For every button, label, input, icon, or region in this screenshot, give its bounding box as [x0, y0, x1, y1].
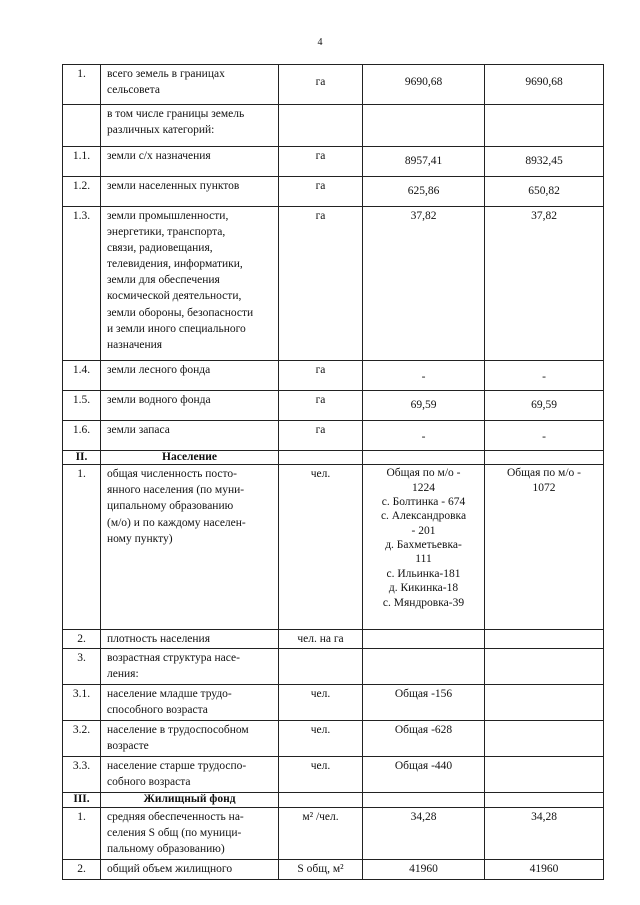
value-col-1: Общая -628: [363, 721, 485, 757]
section-header-row: [63, 793, 604, 807]
row-number: 3.3.: [63, 757, 101, 793]
table-row: [63, 421, 604, 451]
row-label: возрастная структура насе- ления:: [101, 649, 279, 685]
value-col-1: [363, 630, 485, 649]
value-col-2: [485, 685, 604, 721]
row-unit: чел.: [279, 465, 363, 630]
row-number: 1.4.: [63, 361, 101, 391]
row-number: 1.1.: [63, 147, 101, 177]
row-number: 1.5.: [63, 391, 101, 421]
value-col-2: 8932,45: [485, 147, 604, 177]
row-label: всего земель в границах сельсовета: [101, 65, 279, 105]
value-col-2: [485, 630, 604, 649]
land-population-housing-table: [62, 64, 604, 880]
table-row: [63, 630, 604, 649]
row-unit: га: [279, 65, 363, 105]
value-col-2: -: [485, 421, 604, 451]
value-col-1: -: [363, 361, 485, 391]
row-unit: S общ, м²: [279, 859, 363, 879]
value-col-2: -: [485, 361, 604, 391]
row-number: 1.: [63, 807, 101, 859]
value-col-1: Общая -156: [363, 685, 485, 721]
row-unit: га: [279, 421, 363, 451]
row-number: 1.6.: [63, 421, 101, 451]
row-number: 3.1.: [63, 685, 101, 721]
value-col-1: 41960: [363, 859, 485, 879]
empty-cell: [485, 451, 604, 465]
row-label: общий объем жилищного: [101, 859, 279, 879]
row-label: земли населенных пунктов: [101, 177, 279, 207]
row-label: население в трудоспособном возрасте: [101, 721, 279, 757]
value-col-2: Общая по м/о - 1072: [485, 465, 604, 630]
table-row: [63, 177, 604, 207]
row-label: средняя обеспеченность на- селения S общ (по муници- пальному образованию): [101, 807, 279, 859]
row-unit: чел.: [279, 685, 363, 721]
value-col-2: 37,82: [485, 207, 604, 361]
section-number: III.: [63, 793, 101, 807]
row-unit: га: [279, 361, 363, 391]
row-number: [63, 105, 101, 147]
row-number: 1.: [63, 65, 101, 105]
row-label: плотность населения: [101, 630, 279, 649]
row-unit: га: [279, 207, 363, 361]
value-col-2: 69,59: [485, 391, 604, 421]
row-unit: чел.: [279, 721, 363, 757]
row-unit: чел. на га: [279, 630, 363, 649]
table-row: [63, 859, 604, 879]
table-row: [63, 207, 604, 361]
table-row: [63, 649, 604, 685]
row-number: 1.: [63, 465, 101, 630]
value-col-1: 69,59: [363, 391, 485, 421]
value-col-2: 41960: [485, 859, 604, 879]
empty-cell: [279, 793, 363, 807]
table-row: [63, 361, 604, 391]
value-col-2: 34,28: [485, 807, 604, 859]
empty-cell: [363, 451, 485, 465]
row-label: земли с/х назначения: [101, 147, 279, 177]
table-row: [63, 465, 604, 630]
empty-cell: [485, 793, 604, 807]
row-label: население старше трудоспо- собного возраста: [101, 757, 279, 793]
value-col-1: 8957,41: [363, 147, 485, 177]
row-unit: га: [279, 177, 363, 207]
table-row: [63, 105, 604, 147]
value-col-1: Общая -440: [363, 757, 485, 793]
row-unit: [279, 649, 363, 685]
value-col-1: -: [363, 421, 485, 451]
value-col-1: 37,82: [363, 207, 485, 361]
section-title: Население: [101, 451, 279, 465]
row-number: 3.: [63, 649, 101, 685]
section-header-row: [63, 451, 604, 465]
row-unit: м² /чел.: [279, 807, 363, 859]
value-col-1: 34,28: [363, 807, 485, 859]
section-title: Жилищный фонд: [101, 793, 279, 807]
table-row: [63, 685, 604, 721]
row-number: 2.: [63, 859, 101, 879]
row-label: земли лесного фонда: [101, 361, 279, 391]
section-number: II.: [63, 451, 101, 465]
value-col-1: [363, 105, 485, 147]
value-col-2: [485, 757, 604, 793]
value-col-1: 625,86: [363, 177, 485, 207]
row-number: 3.2.: [63, 721, 101, 757]
value-col-2: 9690,68: [485, 65, 604, 105]
row-label: население младше трудо- способного возраста: [101, 685, 279, 721]
page-number: 4: [317, 37, 323, 48]
row-number: 1.3.: [63, 207, 101, 361]
table-row: [63, 807, 604, 859]
row-unit: чел.: [279, 757, 363, 793]
value-col-2: [485, 721, 604, 757]
empty-cell: [279, 451, 363, 465]
value-col-2: 650,82: [485, 177, 604, 207]
value-col-1: 9690,68: [363, 65, 485, 105]
table-row: [63, 391, 604, 421]
row-label: земли водного фонда: [101, 391, 279, 421]
table-row: [63, 147, 604, 177]
row-number: 2.: [63, 630, 101, 649]
row-label: земли запаса: [101, 421, 279, 451]
row-label: земли промышленности, энергетики, транспорта, связи, радиовещания, телевидения, информатики, земли для обеспечения космической деятельности, земли обороны, безопасности и земли иного специального назначения: [101, 207, 279, 361]
table-row: [63, 757, 604, 793]
value-col-1: [363, 649, 485, 685]
value-col-2: [485, 105, 604, 147]
table-row: [63, 721, 604, 757]
table-row: [63, 65, 604, 105]
row-unit: [279, 105, 363, 147]
empty-cell: [363, 793, 485, 807]
row-unit: га: [279, 147, 363, 177]
value-col-2: [485, 649, 604, 685]
row-label: общая численность посто- янного населения (по муни- ципальному образованию (м/о) и по каждому населен- ному пункту): [101, 465, 279, 630]
value-col-1: Общая по м/о - 1224 с. Болтинка - 674 с. Александровка - 201 д. Бахметьевка- 111 с. Ильинка-181 д. Кикинка-18 с. Мяндровка-39: [363, 465, 485, 630]
row-label: в том числе границы земель различных категорий:: [101, 105, 279, 147]
row-unit: га: [279, 391, 363, 421]
row-number: 1.2.: [63, 177, 101, 207]
